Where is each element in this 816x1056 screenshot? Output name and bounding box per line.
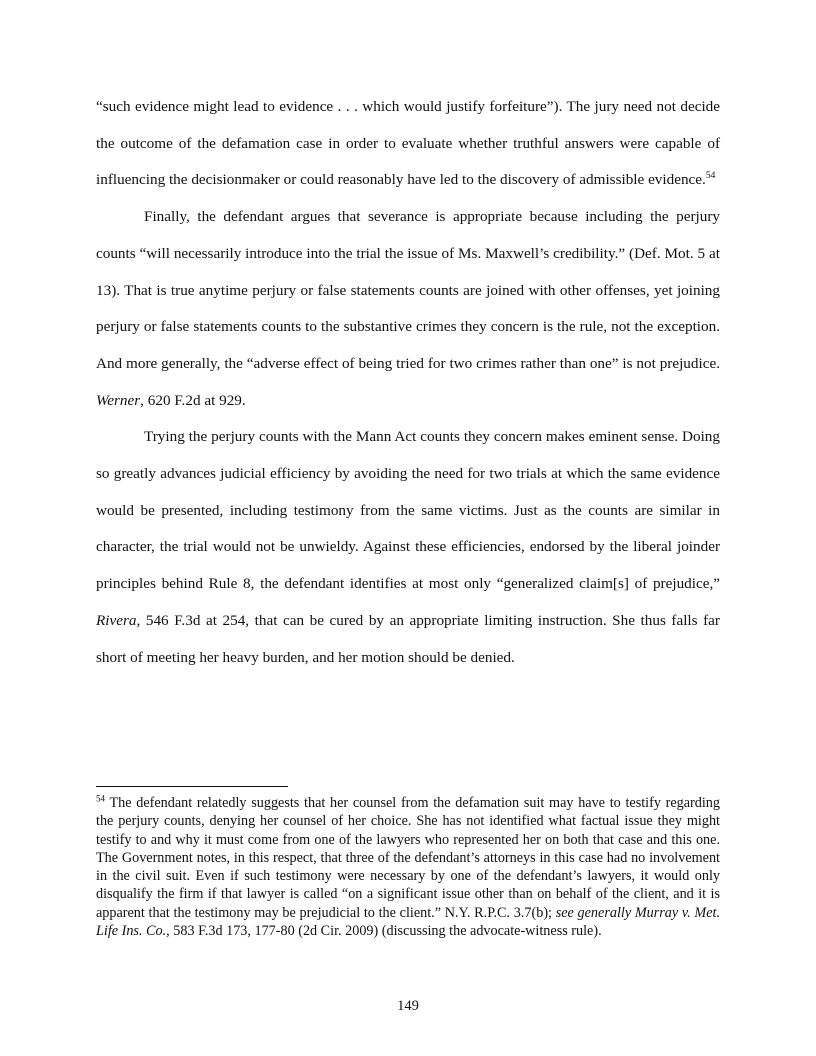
text-segment: Finally, the defendant argues that severance is appropriate because including the perjury counts “will necessarily introduce into the trial the issue of Ms. Maxwell’s credibility.” (Def. Mot. 5 at 13). That is true anytime perjury or false statements counts are joined with other offenses, yet joining perjury or false statements counts to the substantive crimes they concern is the rule, not the exception. And more generally, the “adverse effect of being tried for two crimes rather than one” is not prejudice. [96,208,720,372]
footnotes [96,794,720,940]
case-citation: Werner [96,391,141,409]
text-segment: “such evidence might lead to evidence . . . which would justify forfeiture”). The jury need not decide the outcome of the defamation case in order to evaluate whether truthful answers were capable of influencing the decisionmaker or could reasonably have led to the discovery of admissible evidence. [96,98,720,189]
text-segment: , 583 F.3d 173, 177-80 (2d Cir. 2009) (discussing the advocate-witness rule). [166,923,602,940]
body-paragraph [96,199,720,419]
case-citation: Rivera [96,611,137,629]
case-citation: see generally Murray v. Met. Life Ins. Co. [96,904,720,940]
page-number: 149 [397,998,419,1014]
body-paragraph [96,89,720,199]
text-segment: , 620 F.2d at 929. [140,391,246,409]
document-page [96,0,720,1056]
footnote-number: 54 [96,793,105,804]
footnote-divider [96,786,288,787]
body-text [96,89,720,676]
text-segment: Trying the perjury counts with the Mann Act counts they concern makes eminent sense. Doing so greatly advances judicial efficiency by avoiding the need for two trials at which the same evidence would be presented, including testimony from the same victims. Just as the counts are similar in character, the trial would not be unwieldy. Against these efficiencies, endorsed by the liberal joinder principles behind Rule 8, the defendant identifies at most only “generalized claim[s] of prejudice,” [96,428,720,593]
footnote-reference[interactable]: 54 [705,171,716,182]
body-paragraph [96,419,720,676]
footnote-54 [96,794,720,940]
text-segment: , 546 F.3d at 254, that can be cured by an appropriate limiting instruction. She thus falls far short of meeting her heavy burden, and her motion should be denied. [96,611,720,666]
text-segment: The defendant relatedly suggests that her counsel from the defamation suit may have to testify regarding the perjury counts, denying her counsel of her choice. She has not identified what factual issue they might testify to and why it must come from one of the lawyers who represented her on both that case and this one. The Government notes, in this respect, that three of the defendant’s attorneys in this case had no involvement in the civil suit. Even if such testimony were necessary by one of the defendant’s lawyers, it would only disqualify the firm if that lawyer is called “on a significant issue other than on behalf of the client, and it is apparent that the testimony may be prejudicial to the client.” N.Y. R.P.C. 3.7(b); [96,795,720,921]
